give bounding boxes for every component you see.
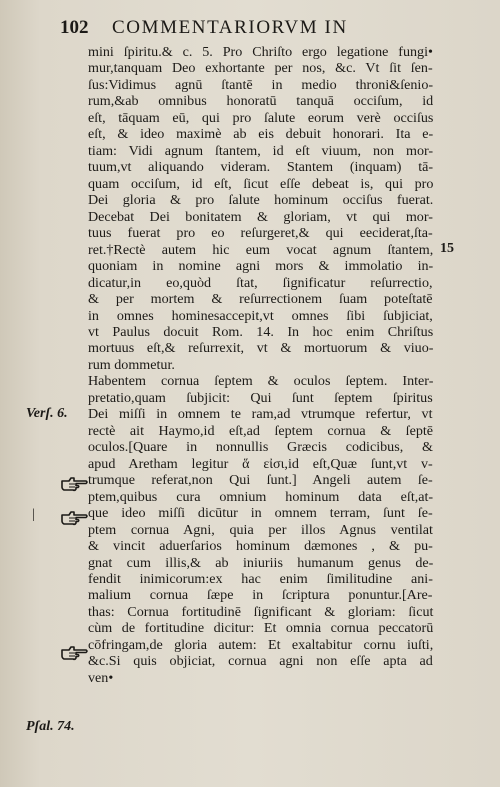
text-line: que ideo miſſi dicūtur in omnem terram, ſunt ſe- bbox=[88, 505, 433, 522]
text-line: gnat cum illis,& ab iniuriis humanum genus de- bbox=[88, 554, 434, 571]
text-line: ſus:Vidimus agnū ſtantē in medio throni&ſenio- bbox=[88, 76, 434, 93]
text-line: apud Aretham legitur ἅ εἰσι,id eſt,Quæ ſunt,vt v- bbox=[88, 455, 433, 472]
text-line: thas: Cornua fortitudinē ſignificant & gloriam: ſicut bbox=[88, 603, 434, 620]
text-line: pretatio,quam ſubjicit: Qui ſunt ſeptem ſpiritus bbox=[88, 389, 433, 406]
pointing-hand-icon bbox=[60, 510, 88, 526]
text-line: trumque referat,non Qui ſunt.] Angeli autem ſe- bbox=[88, 472, 433, 489]
text-line: mini ſpiritu.& c. 5. Pro Chriſto ergo legatione fungi• bbox=[88, 44, 433, 60]
text-line: rum dommetur. bbox=[88, 356, 175, 373]
body-text bbox=[88, 44, 433, 686]
text-line: cùm de fortitudine dicitur: Et omnia cornua peccatorū bbox=[88, 620, 434, 637]
text-line: & vincit aduerſarios hominum dæmones , & pu- bbox=[88, 538, 433, 555]
margin-verse-label: Verſ. 6. bbox=[26, 406, 68, 421]
text-line: ret.†Rectè autem hic eum vocat agnum ſtantem, bbox=[88, 241, 434, 258]
text-line: quam occiſum, id eſt, ſicut eſſe debeat is, qui pro bbox=[88, 175, 434, 192]
text-line: in omnes hominesaccepit,vt omnes ſibi ſubjiciat, bbox=[88, 307, 433, 324]
text-line: & per mortem & reſurrectionem ſuam poteſtatē bbox=[88, 291, 433, 308]
text-line: ptem cornua Agni, quia per illos Agnus ventilat bbox=[88, 521, 433, 538]
text-line: vt Paulus docuit Rom. 14. In hoc enim Chriſtus bbox=[88, 323, 434, 340]
text-line: ven• bbox=[88, 669, 114, 686]
text-line: mur,tanquam Deo exhortante per nos, &c. Vt ſit ſen- bbox=[88, 60, 433, 77]
margin-psalm-label: Pſal. 74. bbox=[26, 719, 75, 734]
text-line: &c.Si quis objiciat, cornua agni non eſſe apta ad bbox=[88, 653, 433, 670]
page-header bbox=[60, 16, 480, 40]
text-line: tiam: Vidi agnum ſtantem, id eſt viuum, non mor- bbox=[88, 142, 434, 159]
text-line: oculos.[Quare in nonnullis Græcis codicibus, & bbox=[88, 439, 433, 456]
pointing-hand-icon bbox=[60, 645, 88, 661]
text-line: rum,&ab omnibus honoratū tanquā occiſum, id bbox=[88, 93, 434, 110]
text-line: Dei gloria & pro ſalute hominum occiſus fuerat. bbox=[88, 192, 434, 209]
text-line: tuus fuerat pro eo reſurgeret,& qui eeciderat,ſta- bbox=[88, 225, 433, 242]
pointing-hand-icon bbox=[60, 476, 88, 492]
text-line: ptem,quibus cura omnium hominum data eſt,at- bbox=[88, 488, 434, 505]
text-line: eſt, & ideo maximè ab eis debuit honorari. Ita e- bbox=[88, 126, 434, 143]
text-line: fendit inimicorum:ex hac enim ſimilitudine ani- bbox=[88, 571, 433, 587]
text-line: Habentem cornua ſeptem & oculos ſeptem. Inter- bbox=[88, 373, 434, 390]
running-title: COMMENTARIORVM IN bbox=[112, 17, 348, 38]
margin-tick-mark: | bbox=[32, 507, 35, 522]
text-line: Dei miſſi in omnem te ram,ad vtrumque refertur, vt bbox=[88, 406, 433, 423]
text-line: rectè ait Haymo,id eſt,ad ſeptem cornua & ſeptē bbox=[88, 422, 434, 439]
page-number: 102 bbox=[60, 17, 89, 38]
text-line: Decebat Dei bonitatem & gloriam, vt qui mor- bbox=[88, 208, 433, 225]
text-line: cōfringam,de gloria autem: Et exaltabitur cornu iuſti, bbox=[88, 636, 434, 653]
text-line: malium cornua ſæpe in ſcriptura ponuntur.[Are- bbox=[88, 587, 433, 604]
text-line: dicatur,in eo,quòd ſtat, ſignificatur reſurrectio, bbox=[88, 274, 433, 291]
text-line: eſt, tāquam eū, qui pro ſalute eorum verè occiſus bbox=[88, 109, 434, 126]
margin-line-number: 15 bbox=[440, 241, 454, 256]
text-line: mortuus eſt,& reſurrexit, vt & mortuorum & viuo- bbox=[88, 340, 434, 357]
text-line: tuum,vt aliquando videram. Stantem (inquam) tā- bbox=[88, 159, 434, 176]
text-line: quoniam in nomine agni mors & immolatio in- bbox=[88, 258, 434, 275]
